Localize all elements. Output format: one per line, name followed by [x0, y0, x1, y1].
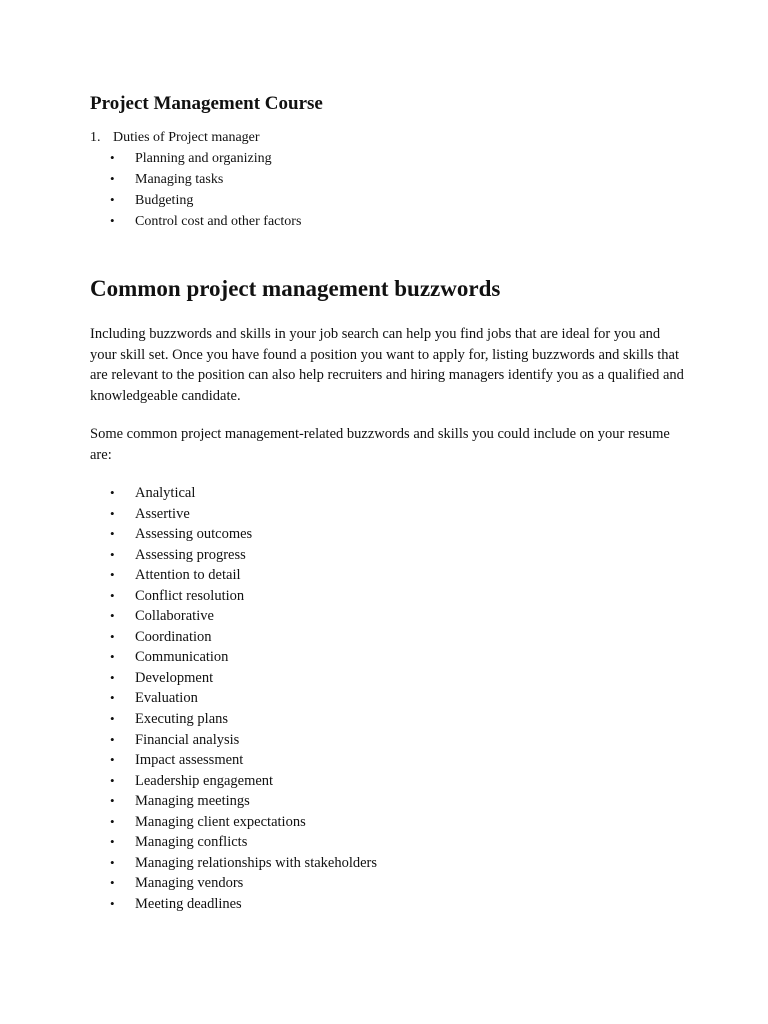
buzzwords-lead-paragraph: Some common project management-related buzzwords and skills you could include on your resume are:	[90, 426, 670, 463]
section-heading: Common project management buzzwords	[90, 276, 501, 301]
list-item	[90, 791, 690, 812]
list-item-text: Impact assessment	[135, 752, 244, 769]
list-item	[90, 709, 690, 730]
list-item-text: Control cost and other factors	[135, 214, 302, 229]
list-item-text: Managing client expectations	[135, 813, 306, 830]
list-item-text: Assertive	[135, 505, 190, 522]
bullet-icon: •	[110, 711, 115, 727]
bullet-icon: •	[110, 485, 115, 500]
ordered-item	[90, 128, 690, 148]
bullet-icon: •	[110, 793, 115, 809]
list-item-text: Managing conflicts	[135, 834, 248, 851]
list-item-text: Communication	[135, 649, 229, 666]
list-item	[90, 730, 690, 751]
list-item	[90, 647, 690, 668]
bullet-icon: •	[110, 772, 115, 788]
list-item	[90, 565, 690, 586]
list-item-text: Managing tasks	[135, 172, 224, 187]
bullet-icon: •	[110, 649, 115, 665]
list-item	[90, 504, 690, 525]
bullet-icon: •	[110, 690, 115, 706]
list-item	[90, 169, 690, 190]
list-item-text: Meeting deadlines	[135, 895, 242, 912]
duties-sub-list	[90, 148, 690, 232]
bullet-icon: •	[110, 669, 115, 685]
bullet-icon: •	[110, 171, 115, 186]
list-item-text: Collaborative	[135, 608, 214, 625]
list-item	[90, 853, 690, 874]
list-item-text: Attention to detail	[135, 567, 241, 584]
list-item-text: Managing meetings	[135, 793, 250, 810]
bullet-icon: •	[110, 526, 115, 542]
bullet-icon: •	[110, 854, 115, 870]
list-item	[90, 606, 690, 627]
list-item-text: Development	[135, 669, 214, 686]
bullet-icon: •	[110, 587, 115, 603]
bullet-icon: •	[110, 875, 115, 891]
list-item-text: Conflict resolution	[135, 587, 245, 604]
list-item-text: Assessing progress	[135, 546, 246, 563]
list-item-text: Evaluation	[135, 690, 198, 707]
list-item	[90, 771, 690, 792]
list-item-text: Managing vendors	[135, 875, 244, 892]
list-item-text: Budgeting	[135, 193, 194, 208]
list-item-text: Leadership engagement	[135, 772, 274, 789]
ordered-item-number: 1.	[90, 130, 101, 145]
list-item	[90, 586, 690, 607]
list-item	[90, 148, 690, 169]
bullet-icon: •	[110, 546, 115, 562]
bullet-icon: •	[110, 895, 115, 911]
bullet-icon: •	[110, 192, 115, 207]
list-item-text: Financial analysis	[135, 731, 240, 748]
list-item-text: Coordination	[135, 628, 212, 645]
list-item	[90, 894, 690, 915]
list-item-text: Planning and organizing	[135, 151, 272, 166]
bullet-icon: •	[110, 505, 115, 521]
document-title: Project Management Course	[90, 93, 323, 114]
list-item	[90, 524, 690, 545]
bullet-icon: •	[110, 567, 115, 583]
bullet-icon: •	[110, 628, 115, 644]
list-item	[90, 688, 690, 709]
list-item	[90, 668, 690, 689]
ordered-item-label: Duties of Project manager	[113, 130, 260, 145]
bullet-icon: •	[110, 834, 115, 850]
list-item-text: Executing plans	[135, 711, 229, 728]
list-item	[90, 750, 690, 771]
bullet-icon: •	[110, 608, 115, 624]
bullet-icon: •	[110, 213, 115, 228]
list-item-text: Assessing outcomes	[135, 526, 253, 543]
list-item	[90, 545, 690, 566]
bullet-icon: •	[110, 752, 115, 768]
buzzwords-list	[90, 483, 690, 914]
list-item	[90, 812, 690, 833]
list-item-text: Analytical	[135, 485, 196, 501]
list-item	[90, 832, 690, 853]
list-item	[90, 190, 690, 211]
intro-paragraph: Including buzzwords and skills in your job search can help you find jobs that are ideal for you and your skill set. Once you have found a position you want to apply for, listing buzzwords and skills that are relevant to the position can also help recruiters and hiring managers identify you as a qualified and knowledgeable candidate.	[90, 326, 684, 405]
list-item	[90, 483, 690, 504]
bullet-icon: •	[110, 731, 115, 747]
duties-ordered-list	[90, 128, 690, 232]
bullet-icon: •	[110, 150, 115, 165]
list-item-text: Managing relationships with stakeholders	[135, 854, 378, 871]
list-item	[90, 211, 690, 232]
list-item	[90, 627, 690, 648]
bullet-icon: •	[110, 813, 115, 829]
list-item	[90, 873, 690, 894]
